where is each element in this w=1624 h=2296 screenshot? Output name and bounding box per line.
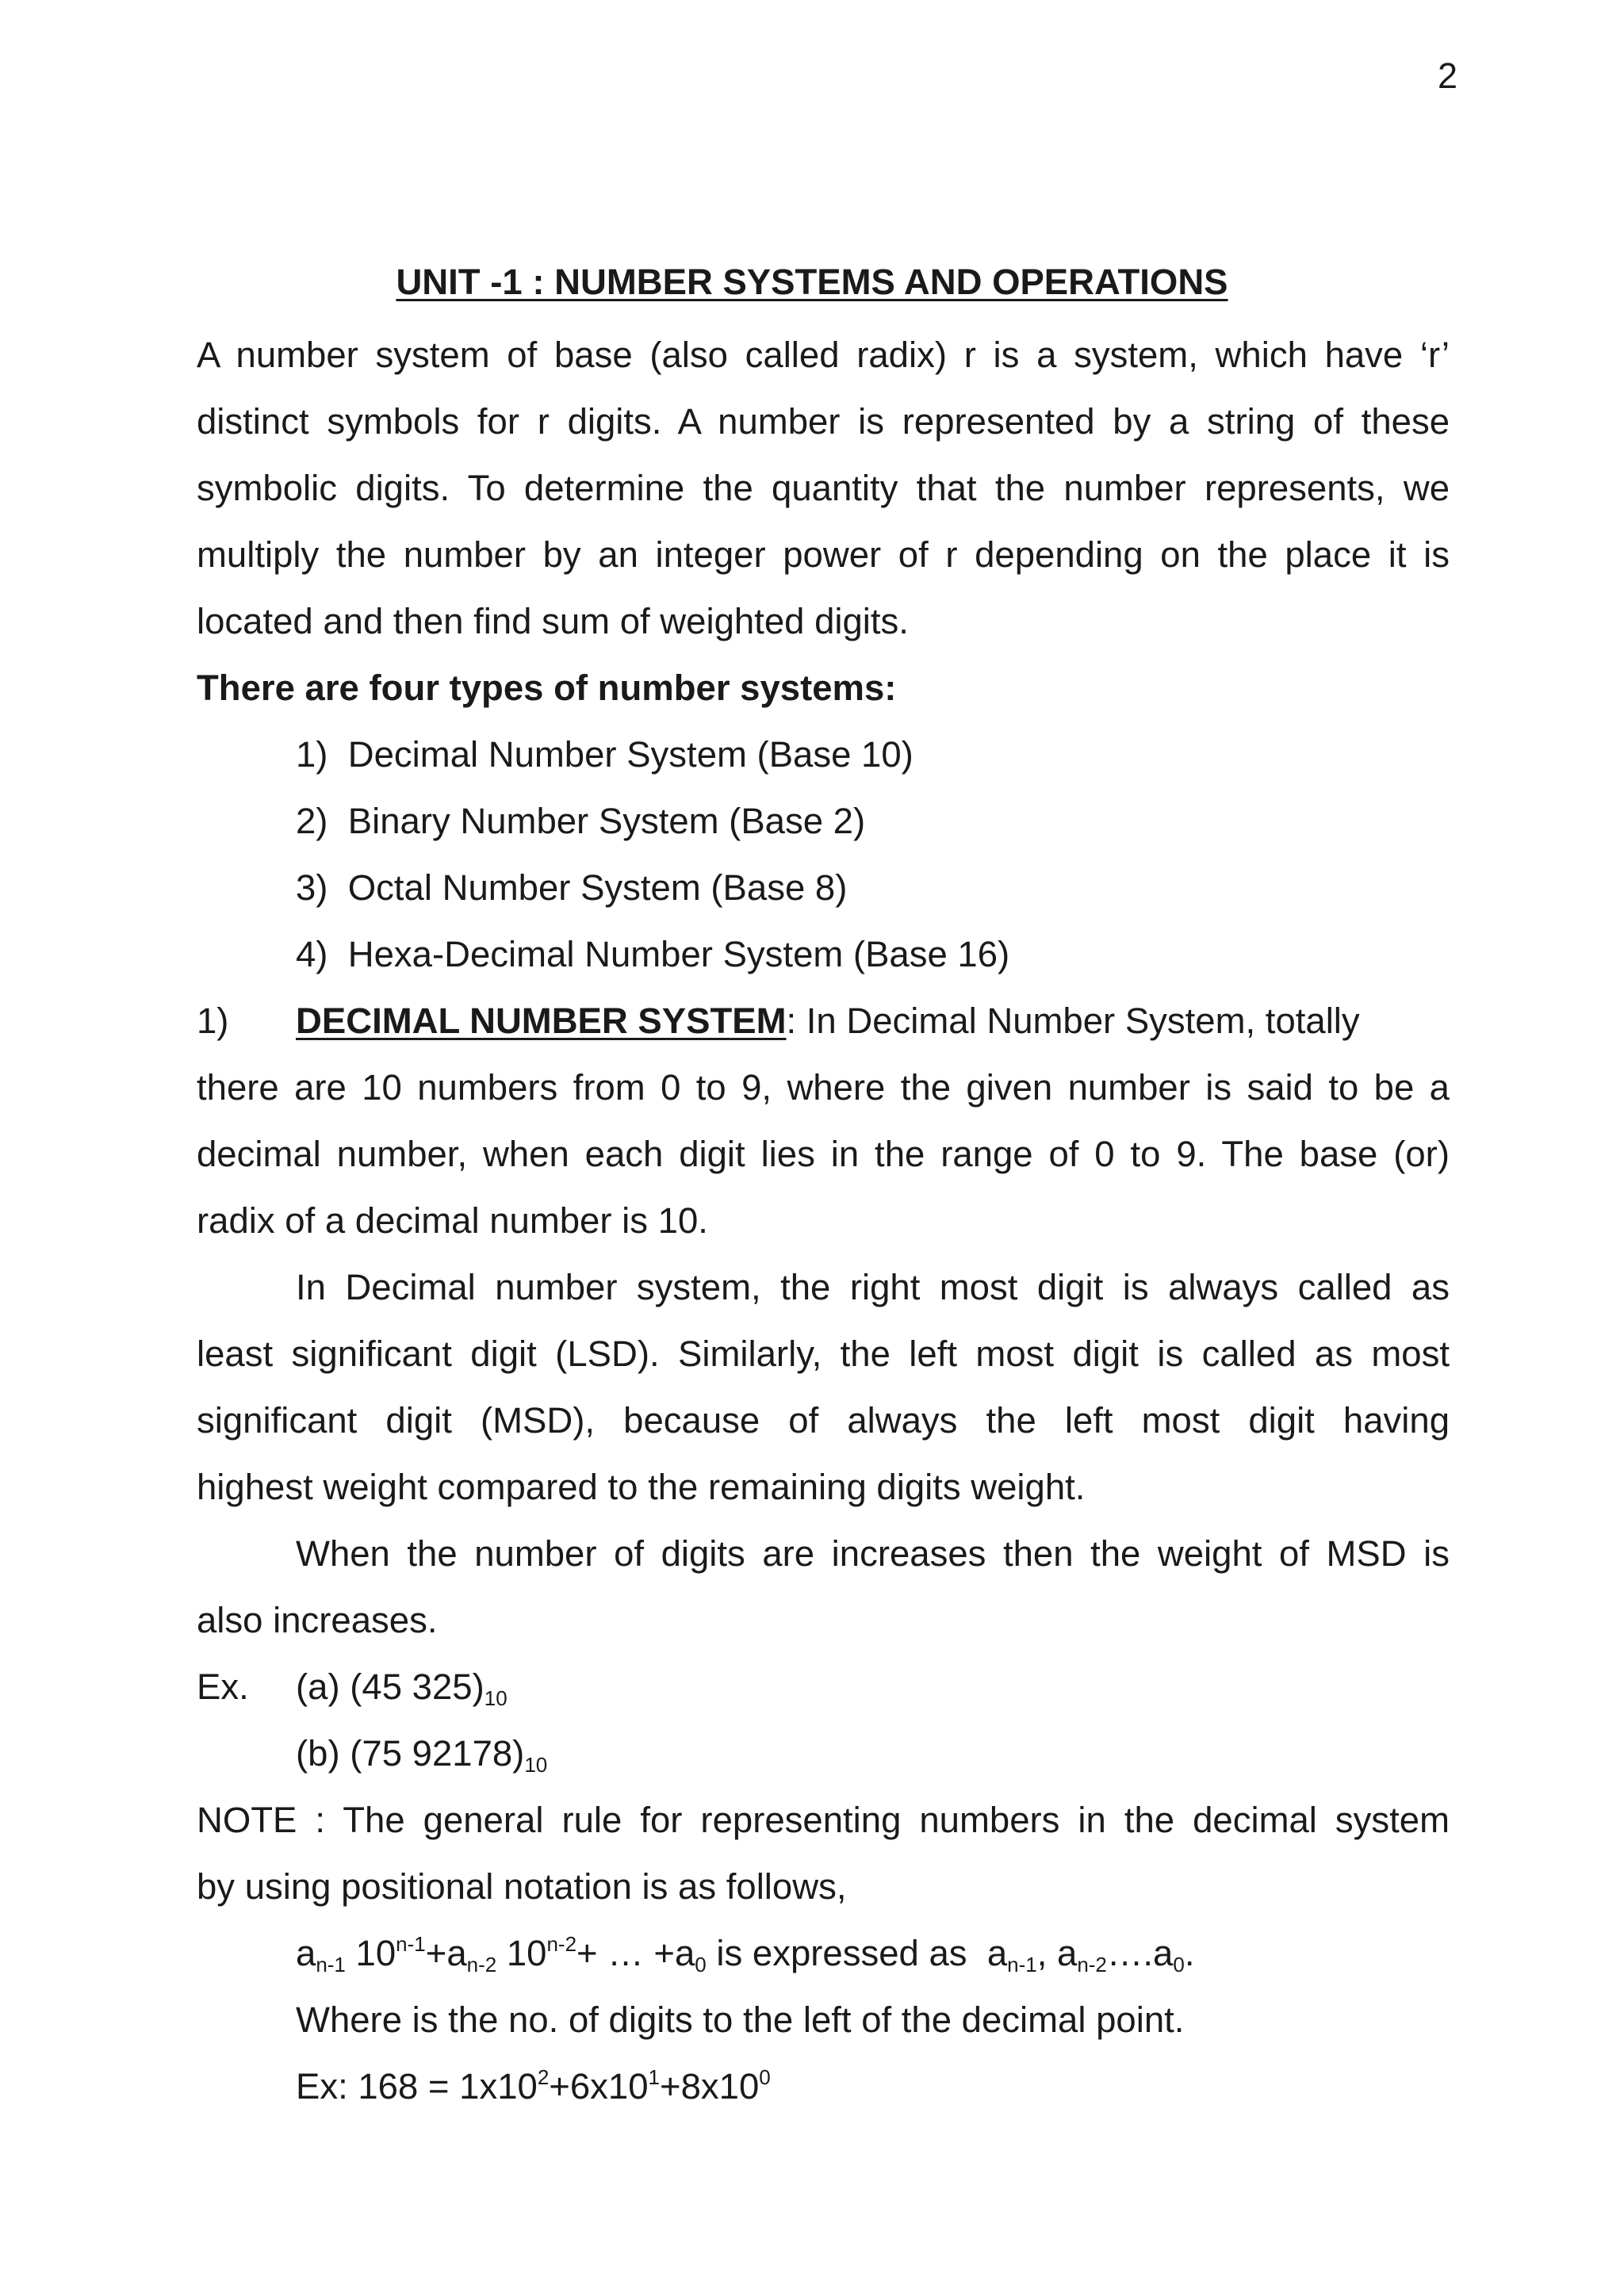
paragraph-line: When the number of digits are increases then the weight of MSD is <box>296 1533 1450 1574</box>
paragraph-line: least significant digit (LSD). Similarly, the left most digit is called as most <box>197 1334 1450 1374</box>
formula-exp: n-2 <box>546 1932 577 1956</box>
formula-op: , <box>1036 1933 1057 1973</box>
paragraph-line: also increases. <box>197 1600 438 1640</box>
example-b <box>296 1730 1450 1777</box>
intro-line: distinct symbols for r digits. A number is represented by a string of these <box>197 401 1450 442</box>
formula-base: 10 <box>496 1933 547 1973</box>
formula-sub: 0 <box>695 1953 707 1976</box>
types-heading: There are four types of number systems: <box>197 668 897 708</box>
example-exp: 0 <box>759 2065 771 2089</box>
page-title: UNIT -1 : NUMBER SYSTEMS AND OPERATIONS <box>396 262 1228 302</box>
intro-line: located and then find sum of weighted digits. <box>197 601 909 641</box>
list-item <box>296 931 1549 978</box>
example-text: (a) (45 325) <box>296 1667 485 1707</box>
intro-line: A number system of base (also called radix) r is a system, which have ‘r’ <box>197 335 1450 375</box>
list-text: Binary Number System (Base 2) <box>347 801 866 841</box>
paragraph-line: radix of a decimal number is 10. <box>197 1200 708 1241</box>
paragraph-line: highest weight compared to the remaining digits weight. <box>197 1467 1086 1507</box>
where-line: Where is the no. of digits to the left of the decimal point. <box>296 1999 1185 2040</box>
example-168 <box>296 2063 1450 2110</box>
formula-line <box>296 1930 1450 1977</box>
formula-base: 10 <box>345 1933 396 1973</box>
example-exp: 2 <box>537 2065 550 2089</box>
formula-exp: n-1 <box>396 1932 426 1956</box>
list-text: Hexa-Decimal Number System (Base 16) <box>347 934 1010 974</box>
section-heading: DECIMAL NUMBER SYSTEM <box>296 1001 787 1041</box>
example-text: (b) (75 92178) <box>296 1733 525 1774</box>
formula-sub: 0 <box>1173 1953 1185 1976</box>
list-text: Decimal Number System (Base 10) <box>347 734 914 775</box>
decimal-section-heading-line <box>197 997 1450 1045</box>
example-subscript: 10 <box>524 1753 548 1777</box>
example-subscript: 10 <box>484 1686 508 1710</box>
list-number: 3) <box>296 867 328 908</box>
example-exp: 1 <box>648 2065 661 2089</box>
page-number: 2 <box>1437 55 1457 96</box>
formula-var: a <box>1057 1933 1078 1973</box>
formula-op: + <box>425 1933 447 1973</box>
example-label: Ex. <box>197 1667 249 1707</box>
formula-var: a <box>674 1933 695 1973</box>
note-line: by using positional notation is as follows, <box>197 1866 847 1907</box>
paragraph-line: significant digit (MSD), because of always the left most digit having <box>197 1400 1450 1441</box>
formula-var: a <box>446 1933 467 1973</box>
paragraph-line: there are 10 numbers from 0 to 9, where the given number is said to be a <box>197 1067 1450 1108</box>
section-heading-rest: : In Decimal Number System, totally <box>786 1001 1360 1041</box>
paragraph-line: decimal number, when each digit lies in the range of 0 to 9. The base (or) <box>197 1134 1450 1174</box>
formula-sub: n-2 <box>466 1953 497 1976</box>
formula-op: . <box>1184 1933 1195 1973</box>
formula-var: a <box>296 1933 316 1973</box>
formula-op: …. <box>1106 1933 1154 1973</box>
list-text: Octal Number System (Base 8) <box>347 867 848 908</box>
list-number: 4) <box>296 934 328 974</box>
formula-sub: n-1 <box>316 1953 346 1976</box>
list-item <box>296 731 1549 779</box>
example-text: +8x10 <box>660 2066 760 2107</box>
list-item <box>296 864 1549 912</box>
paragraph-line: In Decimal number system, the right most digit is always called as <box>296 1267 1450 1307</box>
example-text: +6x10 <box>549 2066 649 2107</box>
section-number: 1) <box>197 1001 229 1041</box>
note-line: NOTE : The general rule for representing numbers in the decimal system <box>197 1800 1450 1840</box>
formula-var: a <box>986 1933 1008 1973</box>
formula-sub: n-1 <box>1007 1953 1037 1976</box>
example-a <box>197 1663 1450 1711</box>
intro-line: symbolic digits. To determine the quantity that the number represents, we <box>197 468 1450 508</box>
list-number: 2) <box>296 801 328 841</box>
formula-var: a <box>1153 1933 1174 1973</box>
intro-line: multiply the number by an integer power of r depending on the place it is <box>197 534 1450 575</box>
formula-op: + … + <box>576 1933 675 1973</box>
formula-text: is expressed as <box>706 1933 987 1973</box>
list-item <box>296 798 1549 845</box>
section-heading-wrap <box>296 997 1450 1045</box>
example-text: Ex: 168 = 1x10 <box>296 2066 538 2107</box>
formula-sub: n-2 <box>1077 1953 1107 1976</box>
list-number: 1) <box>296 734 328 775</box>
